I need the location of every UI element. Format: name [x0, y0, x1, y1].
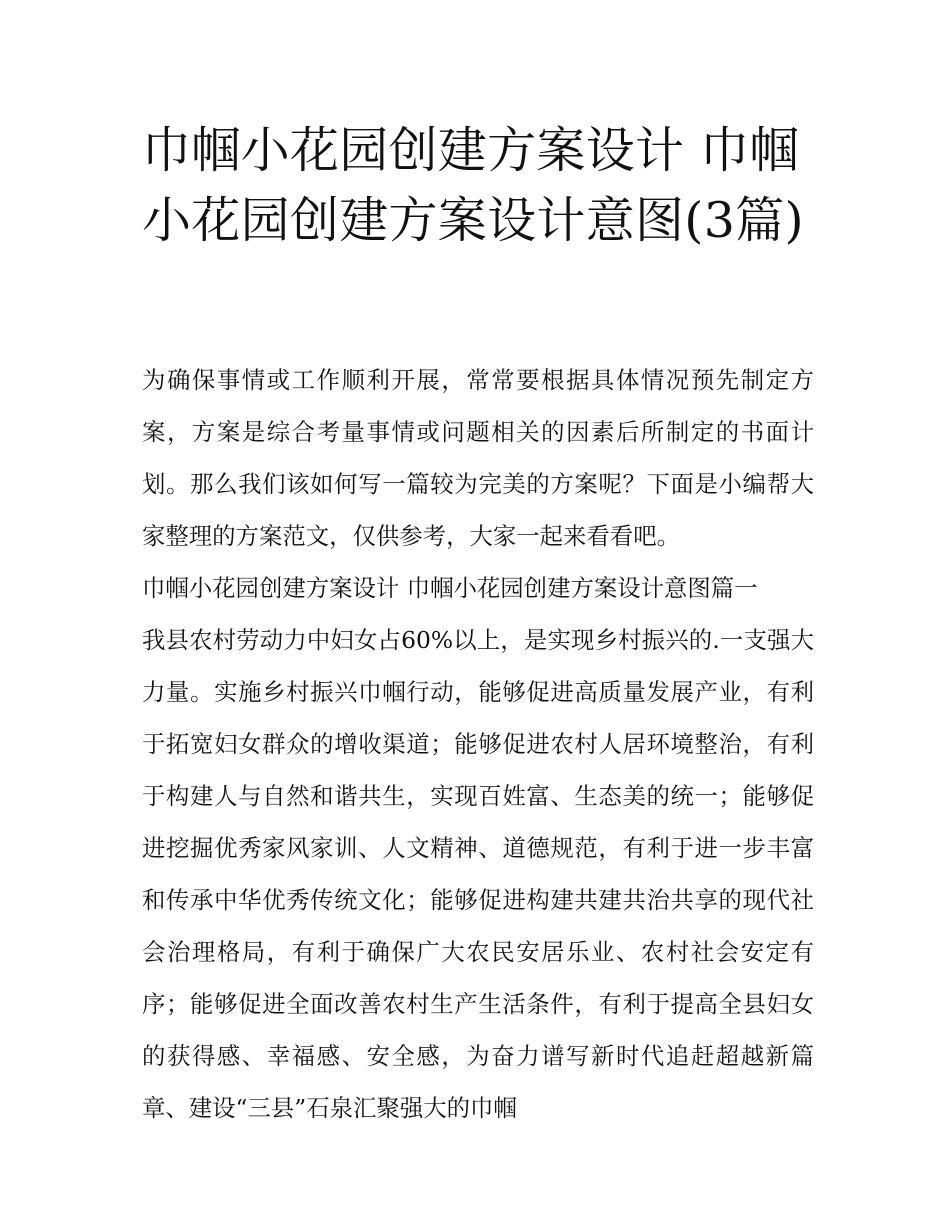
document-body: [142, 354, 814, 1134]
body-paragraph: 我县农村劳动力中妇女占60%以上，是实现乡村振兴的.一支强大力量。实施乡村振兴巾帼行动，能够促进高质量发展产业，有利于拓宽妇女群众的增收渠道；能够促进农村人居环境整治，有利于构建人与自然和谐共生，实现百姓富、生态美的统一；能够促进挖掘优秀家风家训、人文精神、道德规范，有利于进一步丰富和传承中华优秀传统文化；能够促进构建共建共治共享的现代社会治理格局，有利于确保广大农民安居乐业、农村社会安定有序；能够促进全面改善农村生产生活条件，有利于提高全县妇女的获得感、幸福感、安全感，为奋力谱写新时代追赶超越新篇章、建设“三县”石泉汇聚强大的巾帼: [142, 626, 814, 1122]
intro-paragraph: 为确保事情或工作顺利开展，常常要根据具体情况预先制定方案，方案是综合考量事情或问题相关的因素后所制定的书面计划。那么我们该如何写一篇较为完美的方案呢？下面是小编帮大家整理的方案范文，仅供参考，大家一起来看看吧。: [142, 366, 814, 550]
section-heading: 巾帼小花园创建方案设计 巾帼小花园创建方案设计意图篇一: [142, 574, 758, 602]
document-title: 巾帼小花园创建方案设计 巾帼小花园创建方案设计意图(3篇): [142, 122, 804, 249]
